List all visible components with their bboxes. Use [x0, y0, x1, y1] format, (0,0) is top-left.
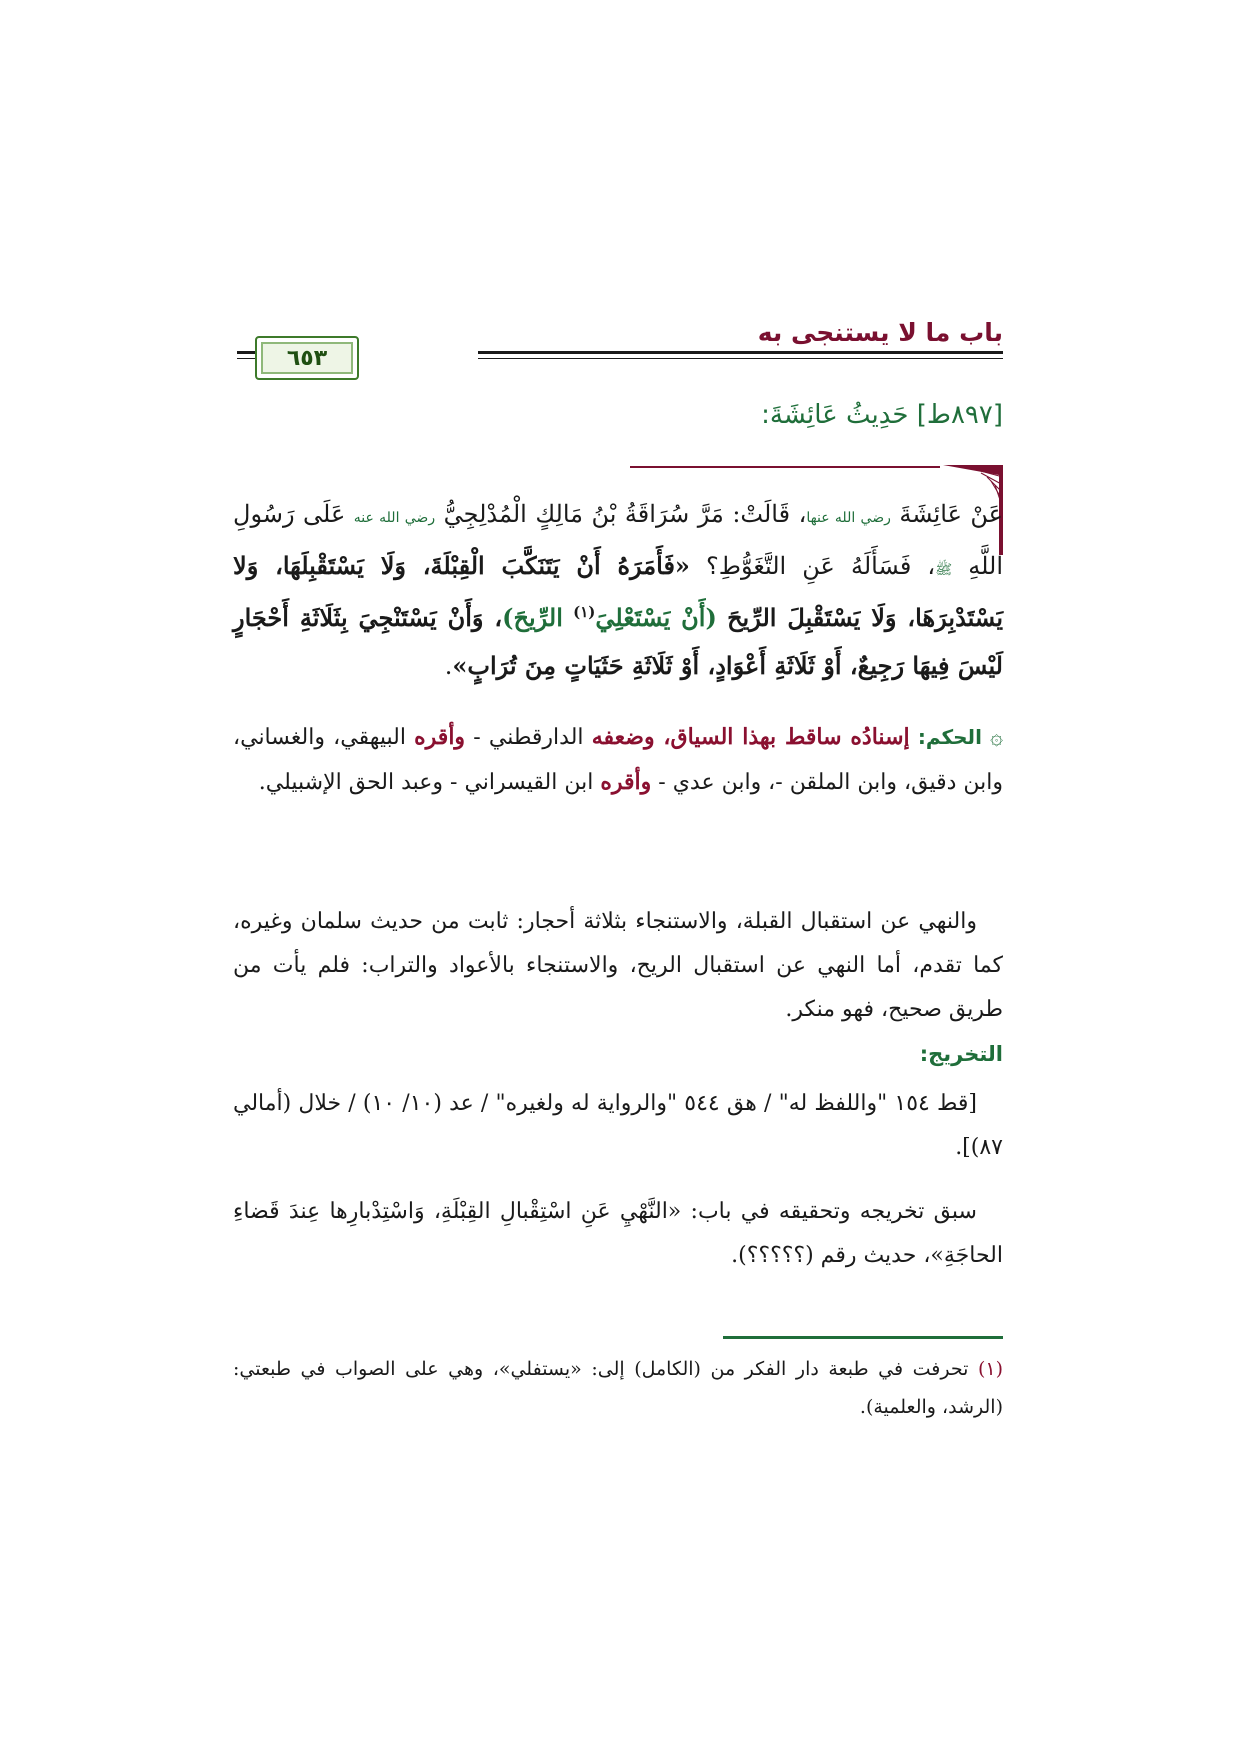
ruling-paragraph	[233, 715, 1003, 805]
end-mark: .	[444, 652, 453, 680]
page-number-badge	[255, 336, 359, 380]
variant-end: الرِّيحَ)	[502, 603, 563, 632]
note-paragraph: والنهي عن استقبال القبلة، والاستنجاء بثلاثة أحجار: ثابت من حديث سلمان وغيره، كما تقدم، أما النهي عن استقبال الريح، والاستنجاء بالأعواد والتراب: فلم يأت من طريق صحيح، فهو منكر.	[233, 909, 1003, 1022]
ruling-label: الحكم:	[917, 725, 982, 749]
ruling-endorsed-1: وأقره	[414, 724, 466, 750]
command-part2: ، وَأَنْ يَسْتَنْجِيَ بِثَلَاثَةِ أَحْجَارٍ لَيْسَ فِيهَا رَجِيعٌ، أَوْ ثَلَاثَةِ أَعْوَادٍ، أَوْ ثَلَاثَةِ حَثَيَاتٍ مِنَ تُرَابٍ»	[233, 603, 1003, 680]
chapter-title: باب ما لا يستنجى به	[757, 318, 1003, 347]
hadith-heading: [٨٩٧ط] حَدِيثُ عَائِشَةَ:	[761, 400, 1003, 430]
header-rule-right	[478, 351, 1003, 354]
page-number: ٦٥٣	[286, 345, 328, 371]
narration-intro: عَنْ عَائِشَةَ	[899, 500, 1003, 528]
narration-mid: ، قَالَتْ: مَرَّ سُرَاقَةُ بْنُ مَالِكٍ الْمُدْلِجِيُّ	[443, 500, 807, 528]
previous-reference: سبق تخريجه وتحقيقه في باب: «النَّهْيِ عَنِ اسْتِقْبالِ القِبْلَةِ، وَاسْتِدْبارِها عِندَ قَضاءِ الحاجَةِ»، حديث رقم (؟؟؟؟؟).	[233, 1199, 1003, 1268]
ruling-verdict: إسنادُه ساقط بهذا السياق، وضعفه	[591, 724, 910, 750]
variant-reading: (أَنْ يَسْتَعْلِيَ	[595, 603, 717, 632]
footnote-marker: (١)	[977, 1358, 1003, 1380]
footnote-reference: (١)	[573, 603, 596, 621]
footnote-text: تحرفت في طبعة دار الفكر من (الكامل) إلى: «يستفلي»، وهي على الصواب في طبعتي: (الرشد، والعلمية).	[233, 1358, 1003, 1418]
takhrij-sources: [قط ١٥٤ "واللفظ له" / هق ٥٤٤ "والرواية له ولغيره" / عد (١٠/ ١٠) / خلال (أمالي ٨٧)].	[233, 1091, 1003, 1160]
command-part1: «فَأَمَرَهُ أَنْ يَتَنَكَّبَ الْقِبْلَةَ، وَلَا يَسْتَقْبِلَهَا، وَلا يَسْتَدْبِرَهَا، وَلَا يَسْتَقْبِلَ الرِّيحَ	[233, 551, 1003, 632]
hadith-text	[233, 490, 1003, 690]
header-rule-right-thin	[478, 358, 1003, 359]
takhrij-heading: التخريج:	[919, 1042, 1003, 1066]
ruling-text-2: البيهقي، والغساني، وابن دقيق، وابن الملقن -، وابن عدي -	[233, 725, 1003, 795]
honorific-aisha: رضي الله عنها	[806, 510, 891, 526]
narration-question: ، فَسَأَلَهُ عَنِ التَّغَوُّطِ؟	[706, 552, 936, 580]
header-rule-left	[237, 351, 255, 354]
ruling-text-3: ابن القيسراني - وعبد الحق الإشبيلي.	[258, 770, 594, 795]
corner-rule	[630, 466, 940, 468]
ruling-text-1: الدارقطني -	[473, 725, 584, 750]
footnote	[233, 1350, 1003, 1426]
ruling-endorsed-2: وأقره	[600, 769, 652, 795]
honorific-prophet: ﷺ	[935, 562, 953, 578]
header-rule-left-thin	[237, 358, 255, 359]
narration-mid2: عَلَى رَسُولِ اللَّهِ	[233, 500, 1004, 580]
flower-icon: ۞	[990, 725, 1004, 750]
footnote-divider	[723, 1336, 1003, 1339]
honorific-suraqa: رضي الله عنه	[353, 510, 436, 526]
